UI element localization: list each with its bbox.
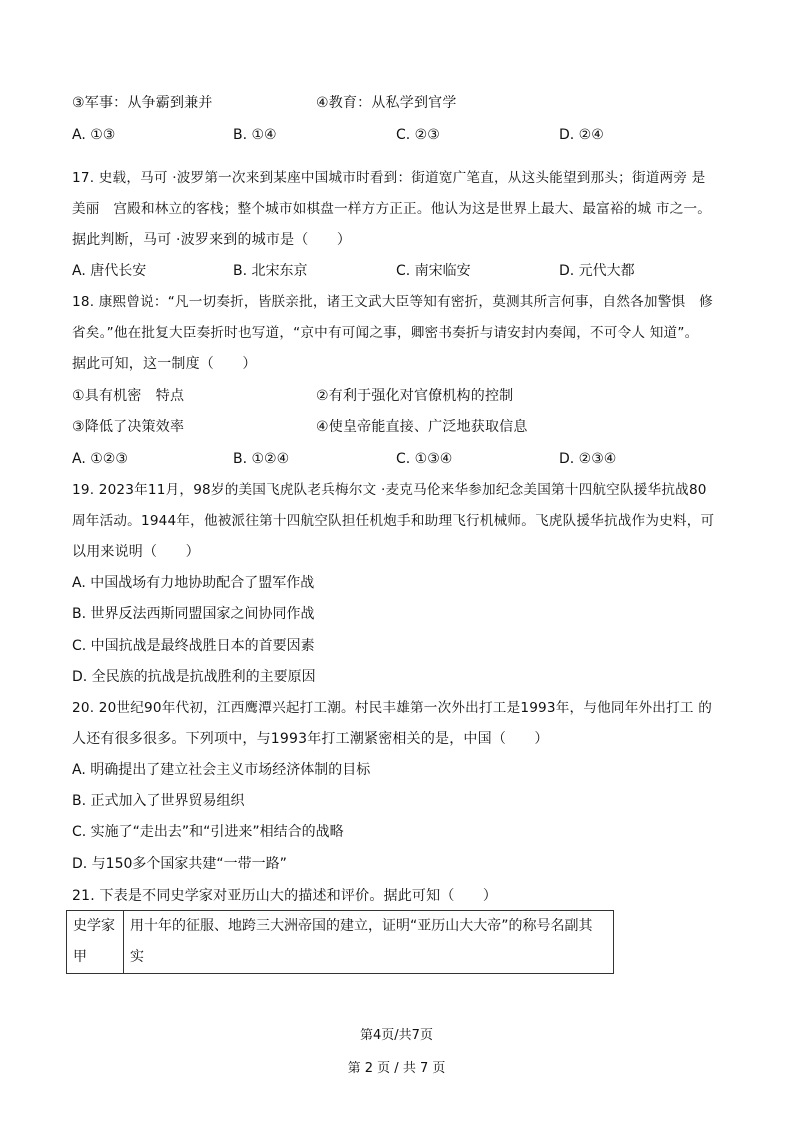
q18-stem-line-3: 据此可知，这一制度（ ）	[72, 356, 257, 372]
q16-option-d: D. ②④	[559, 127, 604, 143]
table-row	[67, 911, 614, 974]
q18-stem-line-1: 18. 康熙曾说：“凡一切奏折，皆朕亲批，诸王文武大臣等知有密折，莫测其所言何事，自然各加警惧 修	[72, 294, 713, 310]
q17-option-d: D. 元代大都	[559, 263, 635, 279]
q20-stem-line-2: 人还有很多很多。下列项中，与1993年打工潮紧密相关的是，中国（ ）	[72, 731, 549, 747]
q19-option-c: C. 中国抗战是最终战胜日本的首要因素	[72, 638, 315, 654]
q19-stem-line-1: 19. 2023年11月，98岁的美国飞虎队老兵梅尔文 ·麦克马伦来华参加纪念美国第十四航空队援华抗战80	[72, 482, 707, 498]
q17-option-c: C. 南宋临安	[396, 263, 471, 279]
table-header-line-2: 甲	[73, 949, 87, 965]
q20-stem-line-1: 20. 20世纪90年代初，江西鹰潭兴起打工潮。村民丰雄第一次外出打工是1993年，与他同年外出打工 的	[72, 700, 713, 716]
q21-stem: 21. 下表是不同史学家对亚历山大的描述和评价。据此可知（ ）	[72, 888, 498, 904]
q18-item-2: ②有利于强化对官僚机构的控制	[316, 388, 514, 404]
q18-stem-line-2: 省矣。”他在批复大臣奏折时也写道，“京中有可闻之事，卿密书奏折与请安封内奏闻，不可令人 知道”。	[72, 325, 699, 341]
table-header-cell	[67, 911, 124, 974]
q18-item-1: ①具有机密 特点	[72, 388, 185, 404]
table-text-line-1: 用十年的征服、地跨三大洲帝国的建立，证明“亚历山大大帝”的称号名副其	[130, 918, 593, 934]
q16-item-4: ④教育：从私学到官学	[316, 95, 457, 111]
q20-option-d: D. 与150多个国家共建“一带一路”	[72, 856, 287, 872]
q19-option-d: D. 全民族的抗战是抗战胜利的主要原因	[72, 669, 316, 685]
q19-stem-line-3: 以用来说明（ ）	[72, 544, 200, 560]
q16-option-a: A. ①③	[72, 127, 116, 143]
q18-option-b: B. ①②④	[233, 451, 290, 467]
q17-stem-line-3: 据此判断，马可 ·波罗来到的城市是（ ）	[72, 232, 352, 248]
q20-option-a: A. 明确提出了建立社会主义市场经济体制的目标	[72, 762, 371, 778]
q18-item-4: ④使皇帝能直接、广泛地获取信息	[316, 419, 528, 435]
q18-option-c: C. ①③④	[396, 451, 453, 467]
q17-option-a: A. 唐代长安	[72, 263, 147, 279]
page-number-inner: 第4页/共7页	[360, 1028, 433, 1043]
q16-item-3: ③军事：从争霸到兼并	[72, 95, 213, 111]
q17-stem-line-1: 17. 史载，马可 ·波罗第一次来到某座中国城市时看到：街道宽广笔直，从这头能望到那头；街道两旁 是	[72, 170, 706, 186]
q18-option-a: A. ①②③	[72, 451, 128, 467]
q17-stem-line-2: 美丽 宫殿和林立的客栈；整个城市如棋盘一样方方正正。他认为这是世界上最大、最富裕的城 市之一。	[72, 201, 712, 217]
table-header-line-1: 史学家	[73, 918, 115, 934]
q20-option-b: B. 正式加入了世界贸易组织	[72, 793, 245, 809]
q17-option-b: B. 北宋东京	[233, 263, 308, 279]
q18-option-d: D. ②③④	[559, 451, 617, 467]
q20-option-c: C. 实施了“走出去”和“引进来”相结合的战略	[72, 824, 344, 840]
q19-stem-line-2: 周年活动。1944年，他被派往第十四航空队担任机炮手和助理飞行机械师。飞虎队援华抗战作为史料，可	[72, 513, 715, 529]
table-text-line-2: 实	[130, 949, 144, 965]
page-number-outer: 第 2 页 / 共 7 页	[347, 1061, 446, 1076]
historian-table	[66, 910, 614, 974]
table-text-cell	[124, 911, 614, 974]
q19-option-a: A. 中国战场有力地协助配合了盟军作战	[72, 575, 315, 591]
q18-item-3: ③降低了决策效率	[72, 419, 185, 435]
q16-option-b: B. ①④	[233, 127, 277, 143]
q16-option-c: C. ②③	[396, 127, 440, 143]
q19-option-b: B. 世界反法西斯同盟国家之间协同作战	[72, 606, 315, 622]
